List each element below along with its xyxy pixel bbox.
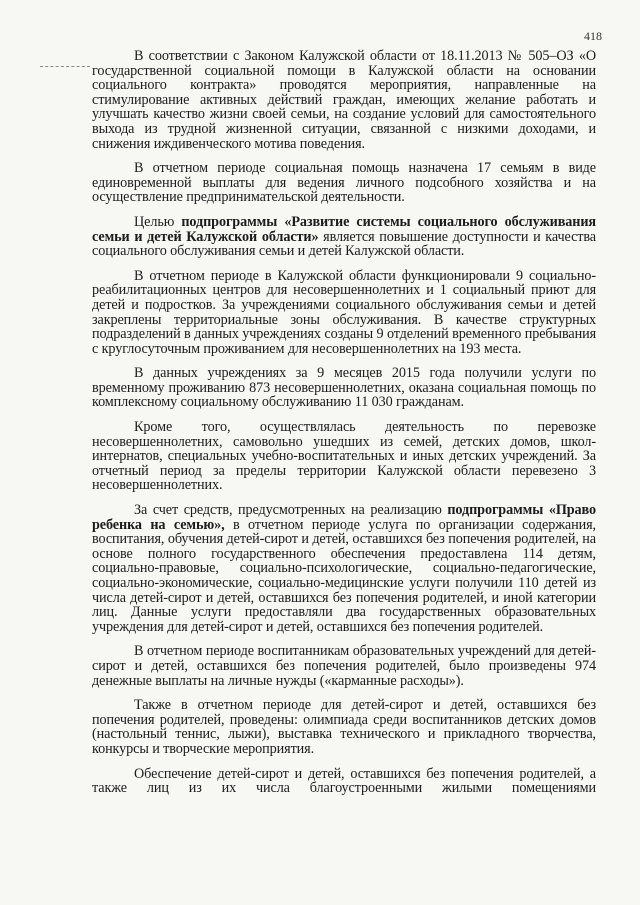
document-body	[92, 49, 596, 796]
text-segment: В отчетном периоде социальная помощь назначена 17 семьям в виде единовременной выплаты для ведения личного подсобного хозяйства и на осуществление предпринимательской деятельности.	[92, 160, 596, 206]
paragraph	[92, 644, 596, 688]
text-segment: Целью	[134, 213, 182, 230]
paragraph	[92, 420, 596, 493]
paragraph	[92, 503, 596, 634]
text-segment: Кроме того, осуществлялась деятельность по перевозке несовершеннолетних, самовольно ушедших из семей, детских домов, школ-интернатов, специальных учебно-воспитательных и иных детских учреждений. За отчетный период за пределы территории Калужской области перевезено 3 несовершеннолетних.	[92, 419, 596, 494]
page-number: 418	[584, 29, 602, 43]
bold-text: подпрограммы «Развитие системы социального обслуживания семьи и детей Калужской области»	[92, 213, 596, 245]
paragraph	[92, 161, 596, 205]
text-segment: В соответствии с Законом Калужской области от 18.11.2013 № 505–ОЗ «О государственной социальной помощи в Калужской области на основании социального контракта» проводятся мероприятия, направленные на стимулирование активных действий граждан, имеющих желание работать и улучшать качество жизни своей семьи, на создание условий для самостоятельного выхода из трудной жизненной ситуации, связанной с низкими доходами, и снижения иждивенческого мотива поведения.	[92, 48, 596, 152]
text-segment: в отчетном периоде услуга по организации содержания, воспитания, обучения детей-сирот и детей, оставшихся без попечения родителей, на основе полного государственного обеспечения предоставлена 114 детям, социально-правовые, социально-психологические, социально-педагогические, социально-экономические, социально-медицинские услуги получили 110 детей из числа детей-сирот и детей, оставшихся без попечения родителей, и иной категории лиц. Данные услуги предоставляли два государственных образовательных учреждения для детей-сирот и детей, оставшихся без попечения родителей.	[92, 516, 596, 635]
paragraph	[92, 698, 596, 756]
paragraph	[92, 49, 596, 151]
paragraph	[92, 269, 596, 357]
text-segment: За счет средств, предусмотренных на реализацию	[134, 502, 448, 519]
text-segment: является повышение доступности и качества социального обслуживания семьи и детей Калужской области.	[92, 228, 596, 260]
paragraph	[92, 366, 596, 410]
margin-mark	[40, 66, 90, 67]
paragraph	[92, 215, 596, 259]
text-segment: Обеспечение детей-сирот и детей, оставшихся без попечения родителей, а также лиц из их числа благоустроенными жилыми помещениями	[92, 765, 596, 797]
paragraph	[92, 767, 596, 796]
text-segment: В отчетном периоде воспитанникам образовательных учреждений для детей-сирот и детей, оставшихся без попечения родителей, было произведены 974 денежные выплаты на личные нужды («карманные расходы»).	[92, 643, 596, 689]
text-segment: Также в отчетном периоде для детей-сирот и детей, оставшихся без попечения родителей, проведены: олимпиада среди воспитанников детских домов (настольный теннис, лыжи), выставка технического и прикладного творчества, конкурсы и творческие мероприятия.	[92, 697, 596, 757]
bold-text: подпрограммы «Право ребенка на семью»,	[92, 502, 596, 533]
text-segment: В отчетном периоде в Калужской области функционировали 9 социально-реабилитационных центров для несовершеннолетних и 1 социальный приют для детей и подростков. За учреждениями социального обслуживания семьи и детей закреплены территориальные зоны обслуживания. В качестве структурных подразделений в данных учреждениях созданы 9 отделений временного пребывания с круглосуточным проживанием для несовершеннолетних на 193 места.	[92, 267, 596, 357]
text-segment: В данных учреждениях за 9 месяцев 2015 года получили услуги по временному проживанию 873 несовершеннолетних, оказана социальная помощь по комплексному социальному обслуживанию 11 030 гражданам.	[92, 365, 596, 411]
